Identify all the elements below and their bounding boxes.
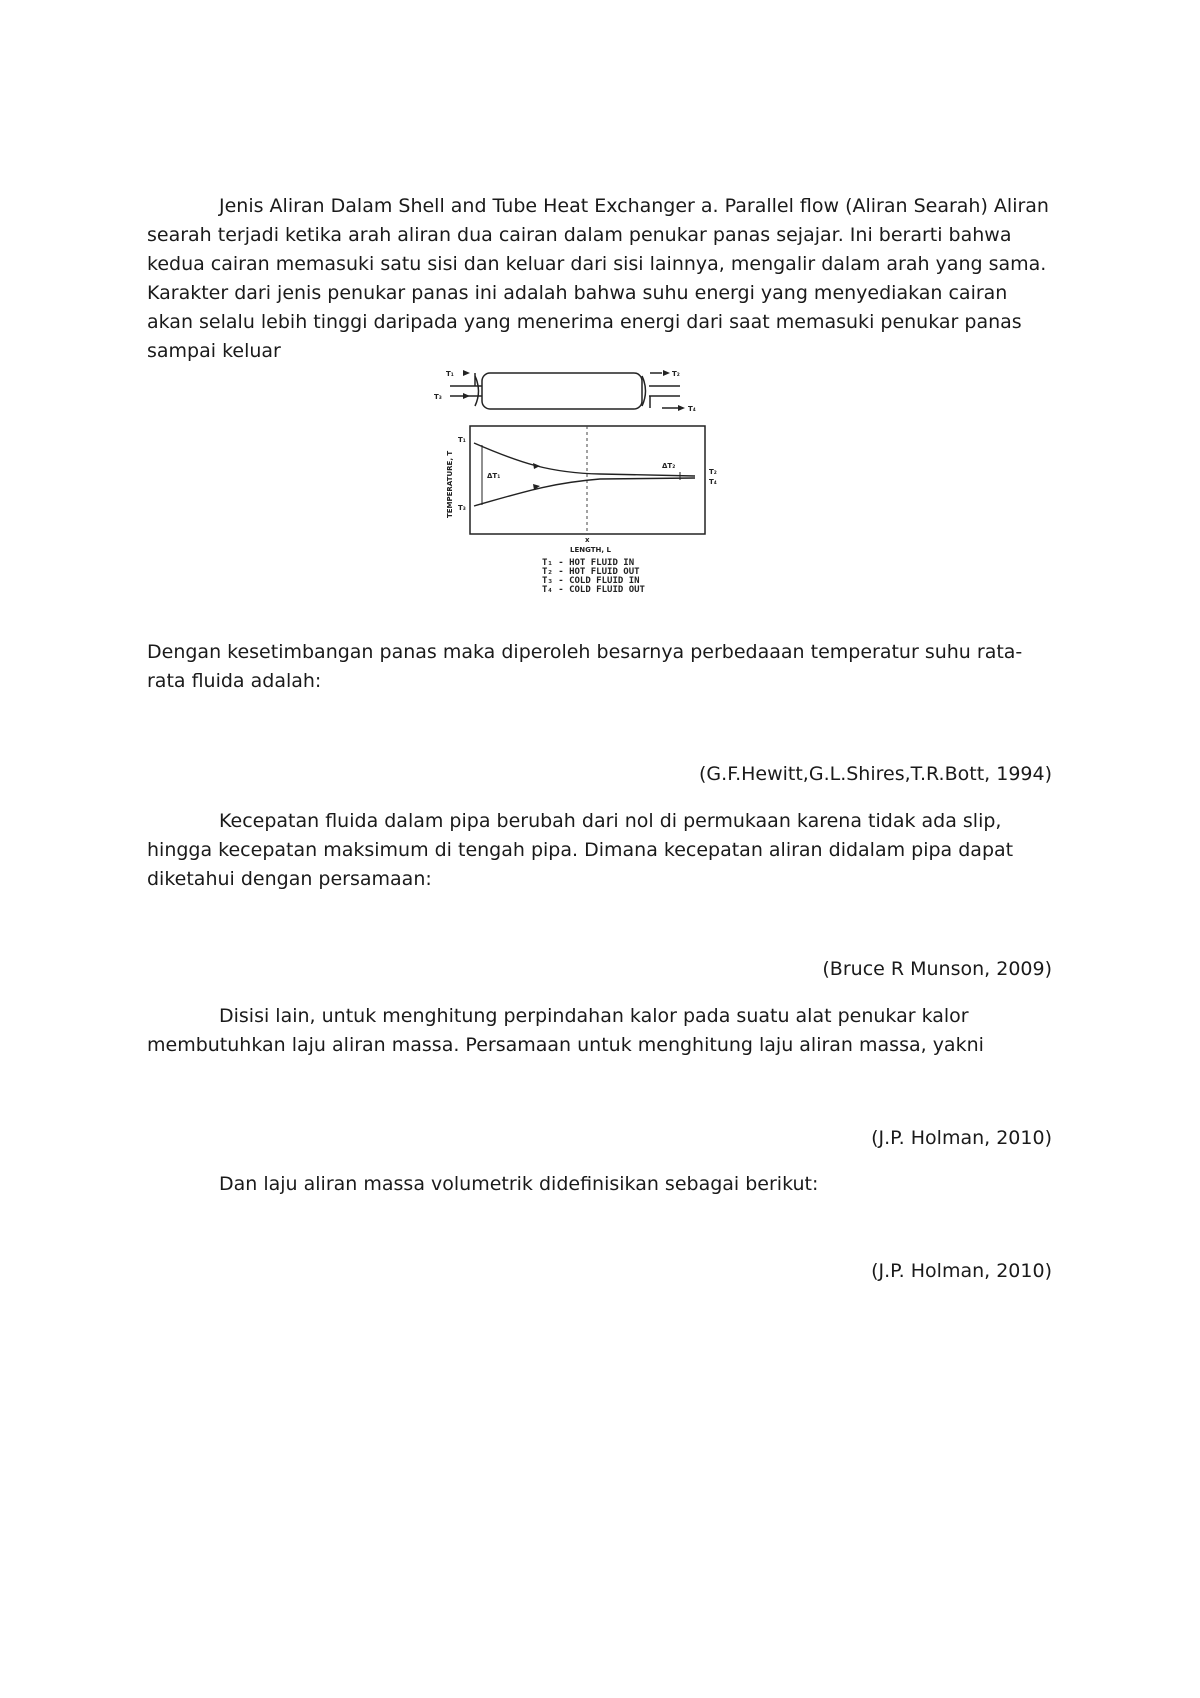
schematic-t1-label: T₁ — [446, 370, 454, 378]
volumetric-paragraph: Dan laju aliran massa volumetrik didefinisikan sebagai berikut: — [219, 1173, 819, 1195]
citation-munson: (Bruce R Munson, 2009) — [822, 958, 1052, 980]
x-marker-label: x — [585, 536, 590, 544]
figure-legend — [542, 558, 646, 595]
citation-hewitt: (G.F.Hewitt,G.L.Shires,T.R.Bott, 1994) — [699, 763, 1052, 785]
plot-t3-label: T₃ — [458, 504, 466, 512]
hot-in-arrow — [463, 370, 470, 376]
balance-paragraph: Dengan kesetimbangan panas maka diperoleh besarnya perbedaaan temperatur suhu rata-rata fluida adalah: — [147, 641, 1023, 692]
dt2-label: ΔT₂ — [662, 462, 676, 470]
parallel-flow-diagram — [430, 368, 750, 603]
exchanger-schematic — [450, 373, 680, 409]
schematic-t4-label: T₄ — [688, 405, 696, 413]
y-axis-label: TEMPERATURE, T — [446, 450, 454, 518]
legend-item: T₂ - HOT FLUID OUT — [542, 567, 640, 577]
citation-holman-2: (J.P. Holman, 2010) — [871, 1260, 1052, 1282]
plot-t4-label: T₄ — [709, 478, 717, 486]
velocity-paragraph: Kecepatan fluida dalam pipa berubah dari nol di permukaan karena tidak ada slip, hingga kecepatan maksimum di tengah pipa. Dimana kecepatan aliran didalam pipa dapat diketahui dengan persamaan: — [147, 810, 1014, 890]
plot-t2-label: T₂ — [709, 468, 717, 476]
legend-item: T₃ - COLD FLUID IN — [542, 576, 640, 586]
cold-in-arrow — [463, 393, 470, 399]
mass-flow-paragraph: Disisi lain, untuk menghitung perpindahan kalor pada suatu alat penukar kalor membutuhkan laju aliran massa. Persamaan untuk menghitung laju aliran massa, yakni — [147, 1005, 984, 1056]
cold-fluid-curve — [474, 478, 695, 506]
hot-fluid-curve — [474, 443, 695, 476]
legend-item: T₁ - HOT FLUID IN — [542, 558, 635, 568]
plot-t1-label: T₁ — [458, 436, 466, 444]
hot-out-arrow — [663, 370, 670, 376]
schematic-t3-label: T₃ — [434, 393, 442, 401]
dt1-label: ΔT₁ — [487, 472, 501, 480]
schematic-t2-label: T₂ — [672, 370, 680, 378]
x-axis-label: LENGTH, L — [570, 546, 611, 554]
citation-holman-1: (J.P. Holman, 2010) — [871, 1127, 1052, 1149]
intro-paragraph: Jenis Aliran Dalam Shell and Tube Heat Exchanger a. Parallel flow (Aliran Searah) Aliran searah terjadi ketika arah aliran dua cairan dalam penukar panas sejajar. Ini berarti bahwa kedua cairan memasuki satu sisi dan keluar dari sisi lainnya, mengalir dalam arah yang sama. Karakter dari jenis penukar panas ini adalah bahwa suhu energi yang menyediakan cairan akan selalu lebih tinggi daripada yang menerima energi dari saat memasuki penukar panas sampai keluar — [147, 195, 1049, 362]
legend-item: T₄ - COLD FLUID OUT — [542, 585, 645, 595]
cold-out-arrow — [678, 405, 685, 411]
hot-curve-arrow — [533, 463, 540, 469]
